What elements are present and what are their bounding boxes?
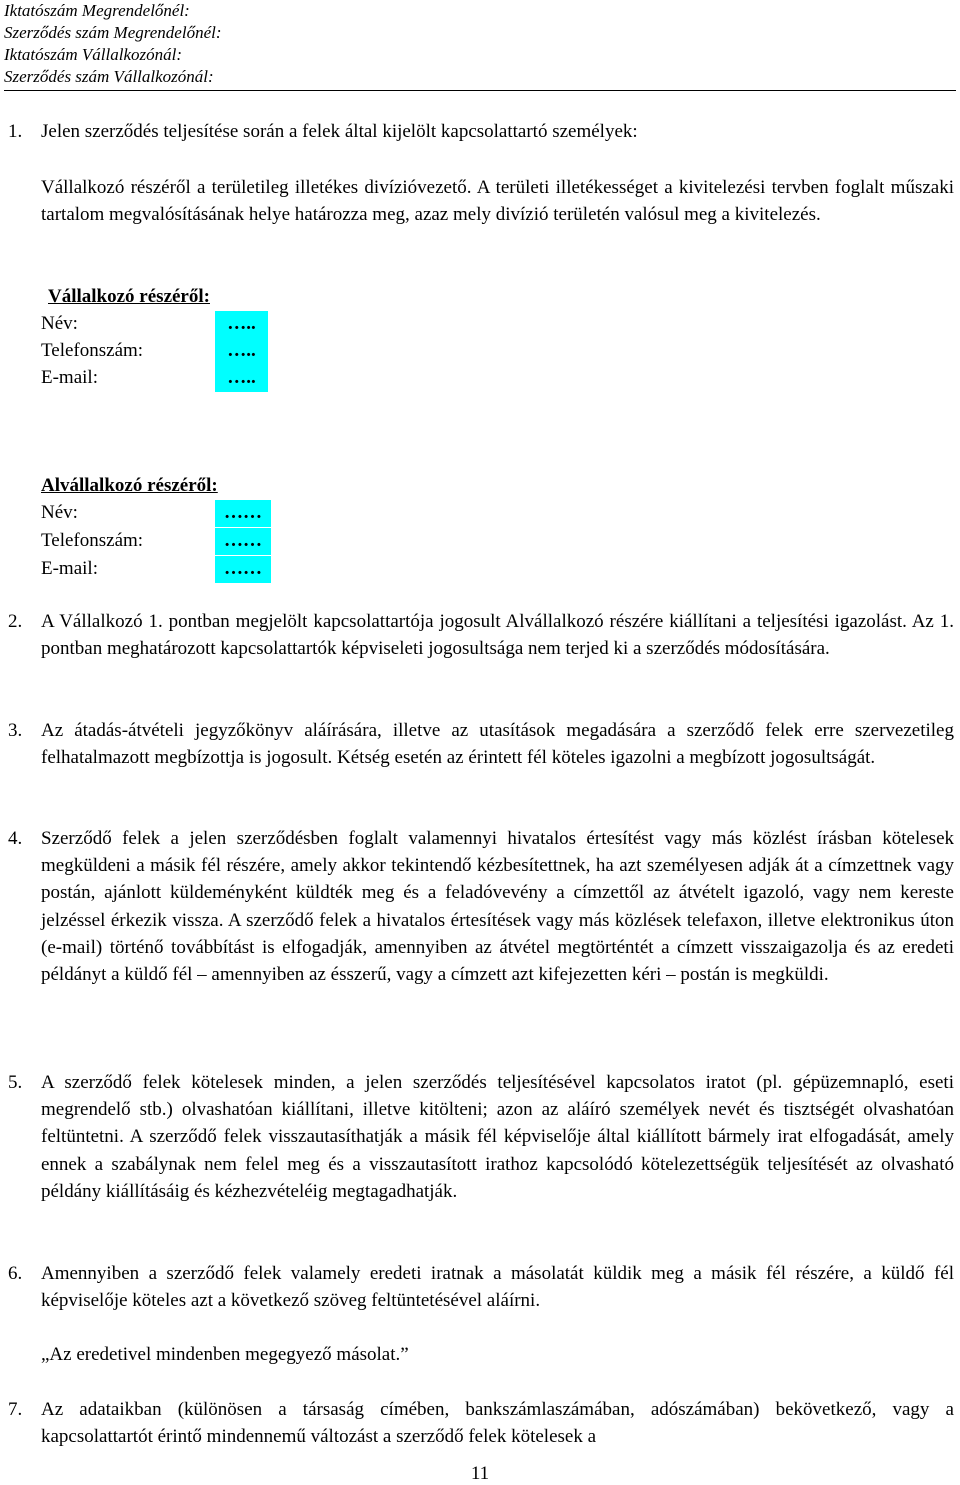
subcontractor-email-row	[41, 555, 281, 582]
header-line-order-contract: Szerződés szám Megrendelőnél:	[4, 23, 222, 42]
field-label: Név:	[41, 313, 78, 334]
field-label: E-mail:	[41, 558, 98, 579]
contractor-email-value: …..	[215, 365, 268, 392]
subcontractor-name-row	[41, 499, 281, 526]
header-line-contractor-registry: Iktatószám Vállalkozónál:	[4, 45, 183, 64]
field-label: Név:	[41, 502, 78, 523]
section-number-3: 3.	[8, 720, 23, 741]
subcontractor-email-value: ……	[215, 556, 271, 583]
subcontractor-name-value: ……	[215, 500, 271, 527]
section-number-5: 5.	[8, 1072, 23, 1093]
section-number-6: 6.	[8, 1263, 23, 1284]
section-1-intro: Jelen szerződés teljesítése során a felek által kijelölt kapcsolattartó személyek:	[41, 121, 638, 142]
contractor-name-row	[41, 310, 281, 337]
registration-header	[4, 0, 956, 91]
certified-copy-quote: „Az eredetivel mindenben megegyező másolat.”	[41, 1344, 409, 1365]
section-4-text: Szerződő felek a jelen szerződésben foglalt valamennyi hivatalos értesítést vagy más közlést írásban kötelesek megküldeni a másik fél részére, amely akkor tekintendő kézbesítettnek, ha azt személyesen adják át a címzettnek vagy postán, ajánlott küldeményként küldték meg és a feladóvevény a címzettől az átvételt igazoló, vagy nem kereste jelzéssel érkezik vissza. A szerződő felek a hivatalos értesítések vagy más közlések telefaxon, illetve elektronikus úton (e-mail) történő továbbítást is elfogadják, amennyiben az átvétel megtörténtét a címzett visszaigazolja és az eredeti példányt a küldő fél – amennyiben az ésszerű, vagy a címzett azt kifejezetten kéri – postán is megküldi.	[41, 828, 954, 986]
subcontractor-contact-title: Alvállalkozó részéről:	[41, 475, 218, 496]
field-label: Telefonszám:	[41, 530, 144, 551]
section-number-2: 2.	[8, 611, 23, 632]
field-label: E-mail:	[41, 367, 98, 388]
section-5-text: A szerződő felek kötelesek minden, a jelen szerződés teljesítésével kapcsolatos iratot (pl. gépüzemnapló, eseti megrendelő stb.) olvashatóan kiállítani, illetve kitölteni; azon az aláíró személyek nevét és tisztségét olvashatóan feltüntetni. A szerződő felek visszautasíthatják a másik fél képviselője által kiállított bármely irat elfogadását, amely ennek a szabálynak nem felel meg és a visszautasított irathoz kapcsolódó kötelezettségük teljesítését az olvasható példány kiállításáig és kézhezvételéig megtagadhatják.	[41, 1072, 954, 1202]
section-3-text: Az átadás-átvételi jegyzőkönyv aláírására, illetve az utasítások megadására a szerződő felek erre szervezetileg felhatalmazott megbízottja is jogosult. Kétség esetén az érintett fél köteles igazolni a megbízott jogosultságát.	[41, 720, 954, 769]
section-6-text: Amennyiben a szerződő felek valamely eredeti iratnak a másolatát küldik meg a másik fél részére, a küldő fél képviselője köteles azt a következő szöveg feltüntetésével aláírni.	[41, 1263, 954, 1312]
header-line-contractor-contract: Szerződés szám Vállalkozónál:	[4, 67, 214, 86]
field-label: Telefonszám:	[41, 340, 144, 361]
section-7-text: Az adataikban (különösen a társaság címében, bankszámlaszámában, adószámában) bekövetkező, vagy a kapcsolattartót érintő mindennemű változást a szerződő felek kötelesek a	[41, 1399, 954, 1448]
contractor-email-row	[41, 364, 281, 391]
section-number-4: 4.	[8, 828, 23, 849]
contractor-phone-value: …..	[215, 338, 268, 365]
section-1-body: Vállalkozó részéről a területileg illetékes divízióvezető. A területi illetékességet a kivitelezési tervben foglalt műszaki tartalom megvalósításának helye határozza meg, azaz mely divízió területén valósul meg a kivitelezés.	[41, 177, 954, 226]
subcontractor-phone-value: ……	[215, 528, 271, 555]
contractor-phone-row	[41, 337, 281, 364]
contractor-contact-title: Vállalkozó részéről:	[48, 286, 210, 307]
subcontractor-phone-row	[41, 527, 281, 554]
section-2-text: A Vállalkozó 1. pontban megjelölt kapcsolattartója jogosult Alvállalkozó részére kiállítani a teljesítési igazolást. Az 1. pontban meghatározott kapcsolattartók képviseleti jogosultsága nem terjed ki a szerződés módosítására.	[41, 611, 954, 660]
section-number-7: 7.	[8, 1399, 23, 1420]
header-line-order-registry: Iktatószám Megrendelőnél:	[4, 1, 190, 20]
section-number-1: 1.	[8, 121, 23, 142]
page-number: 11	[470, 1463, 490, 1484]
contractor-name-value: …..	[215, 311, 268, 338]
